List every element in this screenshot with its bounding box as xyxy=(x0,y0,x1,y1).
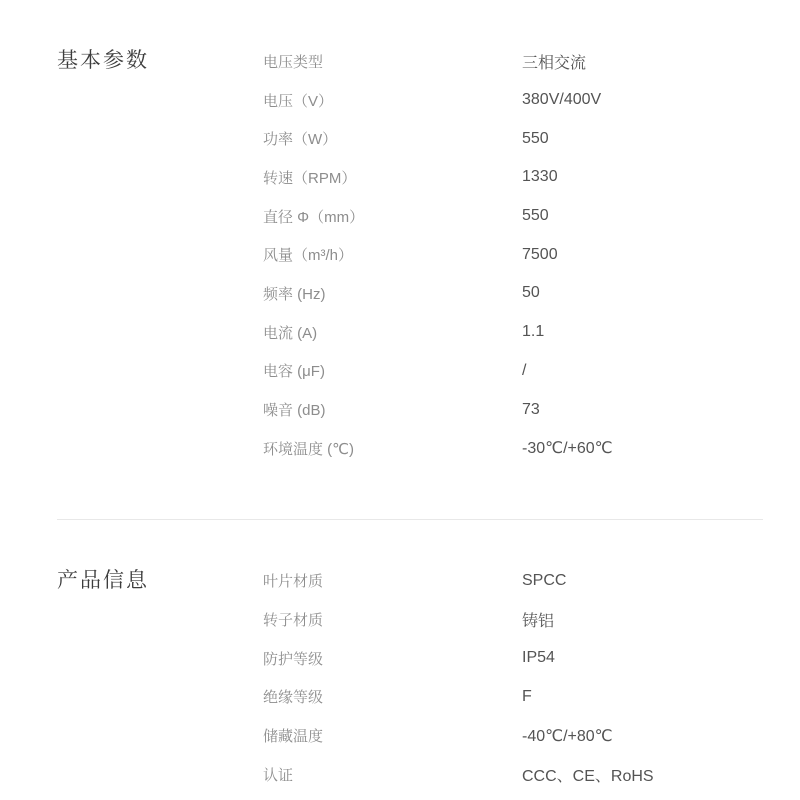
spec-value: 三相交流 xyxy=(522,54,587,72)
spec-value: -30℃/+60℃ xyxy=(522,440,613,458)
spec-row xyxy=(263,639,800,678)
spec-row xyxy=(263,562,800,601)
spec-row xyxy=(263,429,800,468)
section-product-info xyxy=(0,562,800,794)
spec-value: 550 xyxy=(522,207,549,225)
spec-row xyxy=(263,197,800,236)
spec-label: 防护等级 xyxy=(263,650,324,668)
spec-value: 73 xyxy=(522,400,540,418)
spec-row xyxy=(263,600,800,639)
product-info-title: 产品信息 xyxy=(57,568,149,592)
spec-label: 电流 (A) xyxy=(263,324,318,342)
spec-label: 转速（RPM） xyxy=(263,169,357,187)
spec-label: 直径 Φ（mm） xyxy=(263,208,365,226)
section-divider xyxy=(57,519,763,520)
spec-label: 认证 xyxy=(263,766,294,784)
spec-row xyxy=(263,119,800,158)
spec-label: 电容 (μF) xyxy=(263,363,325,381)
spec-label: 电压（V） xyxy=(263,92,334,110)
spec-value: 7500 xyxy=(522,245,558,263)
spec-value: SPCC xyxy=(522,571,567,589)
spec-row xyxy=(263,81,800,120)
spec-value: 1.1 xyxy=(522,323,545,341)
spec-row xyxy=(263,42,800,81)
spec-value: 1330 xyxy=(522,168,558,186)
spec-row xyxy=(263,352,800,391)
spec-label: 绝缘等级 xyxy=(263,689,324,707)
spec-row xyxy=(263,158,800,197)
spec-label: 噪音 (dB) xyxy=(263,402,326,420)
basic-params-title: 基本参数 xyxy=(57,49,149,72)
spec-row xyxy=(263,755,800,794)
spec-label: 功率（W） xyxy=(263,131,338,149)
spec-value: F xyxy=(522,687,532,705)
spec-value: 550 xyxy=(522,129,549,147)
spec-value: 50 xyxy=(522,284,540,302)
spec-row xyxy=(263,716,800,755)
spec-value: 380V/400V xyxy=(522,91,602,109)
spec-value: -40℃/+80℃ xyxy=(522,727,613,745)
spec-value: / xyxy=(522,361,527,379)
spec-label: 环境温度 (℃) xyxy=(263,440,355,458)
spec-row xyxy=(263,235,800,274)
spec-row xyxy=(263,313,800,352)
spec-rows xyxy=(263,562,800,794)
spec-label: 频率 (Hz) xyxy=(263,285,326,303)
spec-value: 铸铝 xyxy=(522,613,555,631)
spec-label: 叶片材质 xyxy=(263,573,324,591)
spec-row xyxy=(263,678,800,717)
spec-label: 电压类型 xyxy=(263,53,324,71)
spec-rows xyxy=(263,42,800,468)
spec-label: 转子材质 xyxy=(263,612,324,630)
spec-row xyxy=(263,274,800,313)
spec-row xyxy=(263,390,800,429)
spec-label: 风量（m³/h） xyxy=(263,247,354,265)
spec-label: 储藏温度 xyxy=(263,728,324,746)
spec-value: CCC、CE、RoHS xyxy=(522,767,654,785)
spec-value: IP54 xyxy=(522,649,555,667)
